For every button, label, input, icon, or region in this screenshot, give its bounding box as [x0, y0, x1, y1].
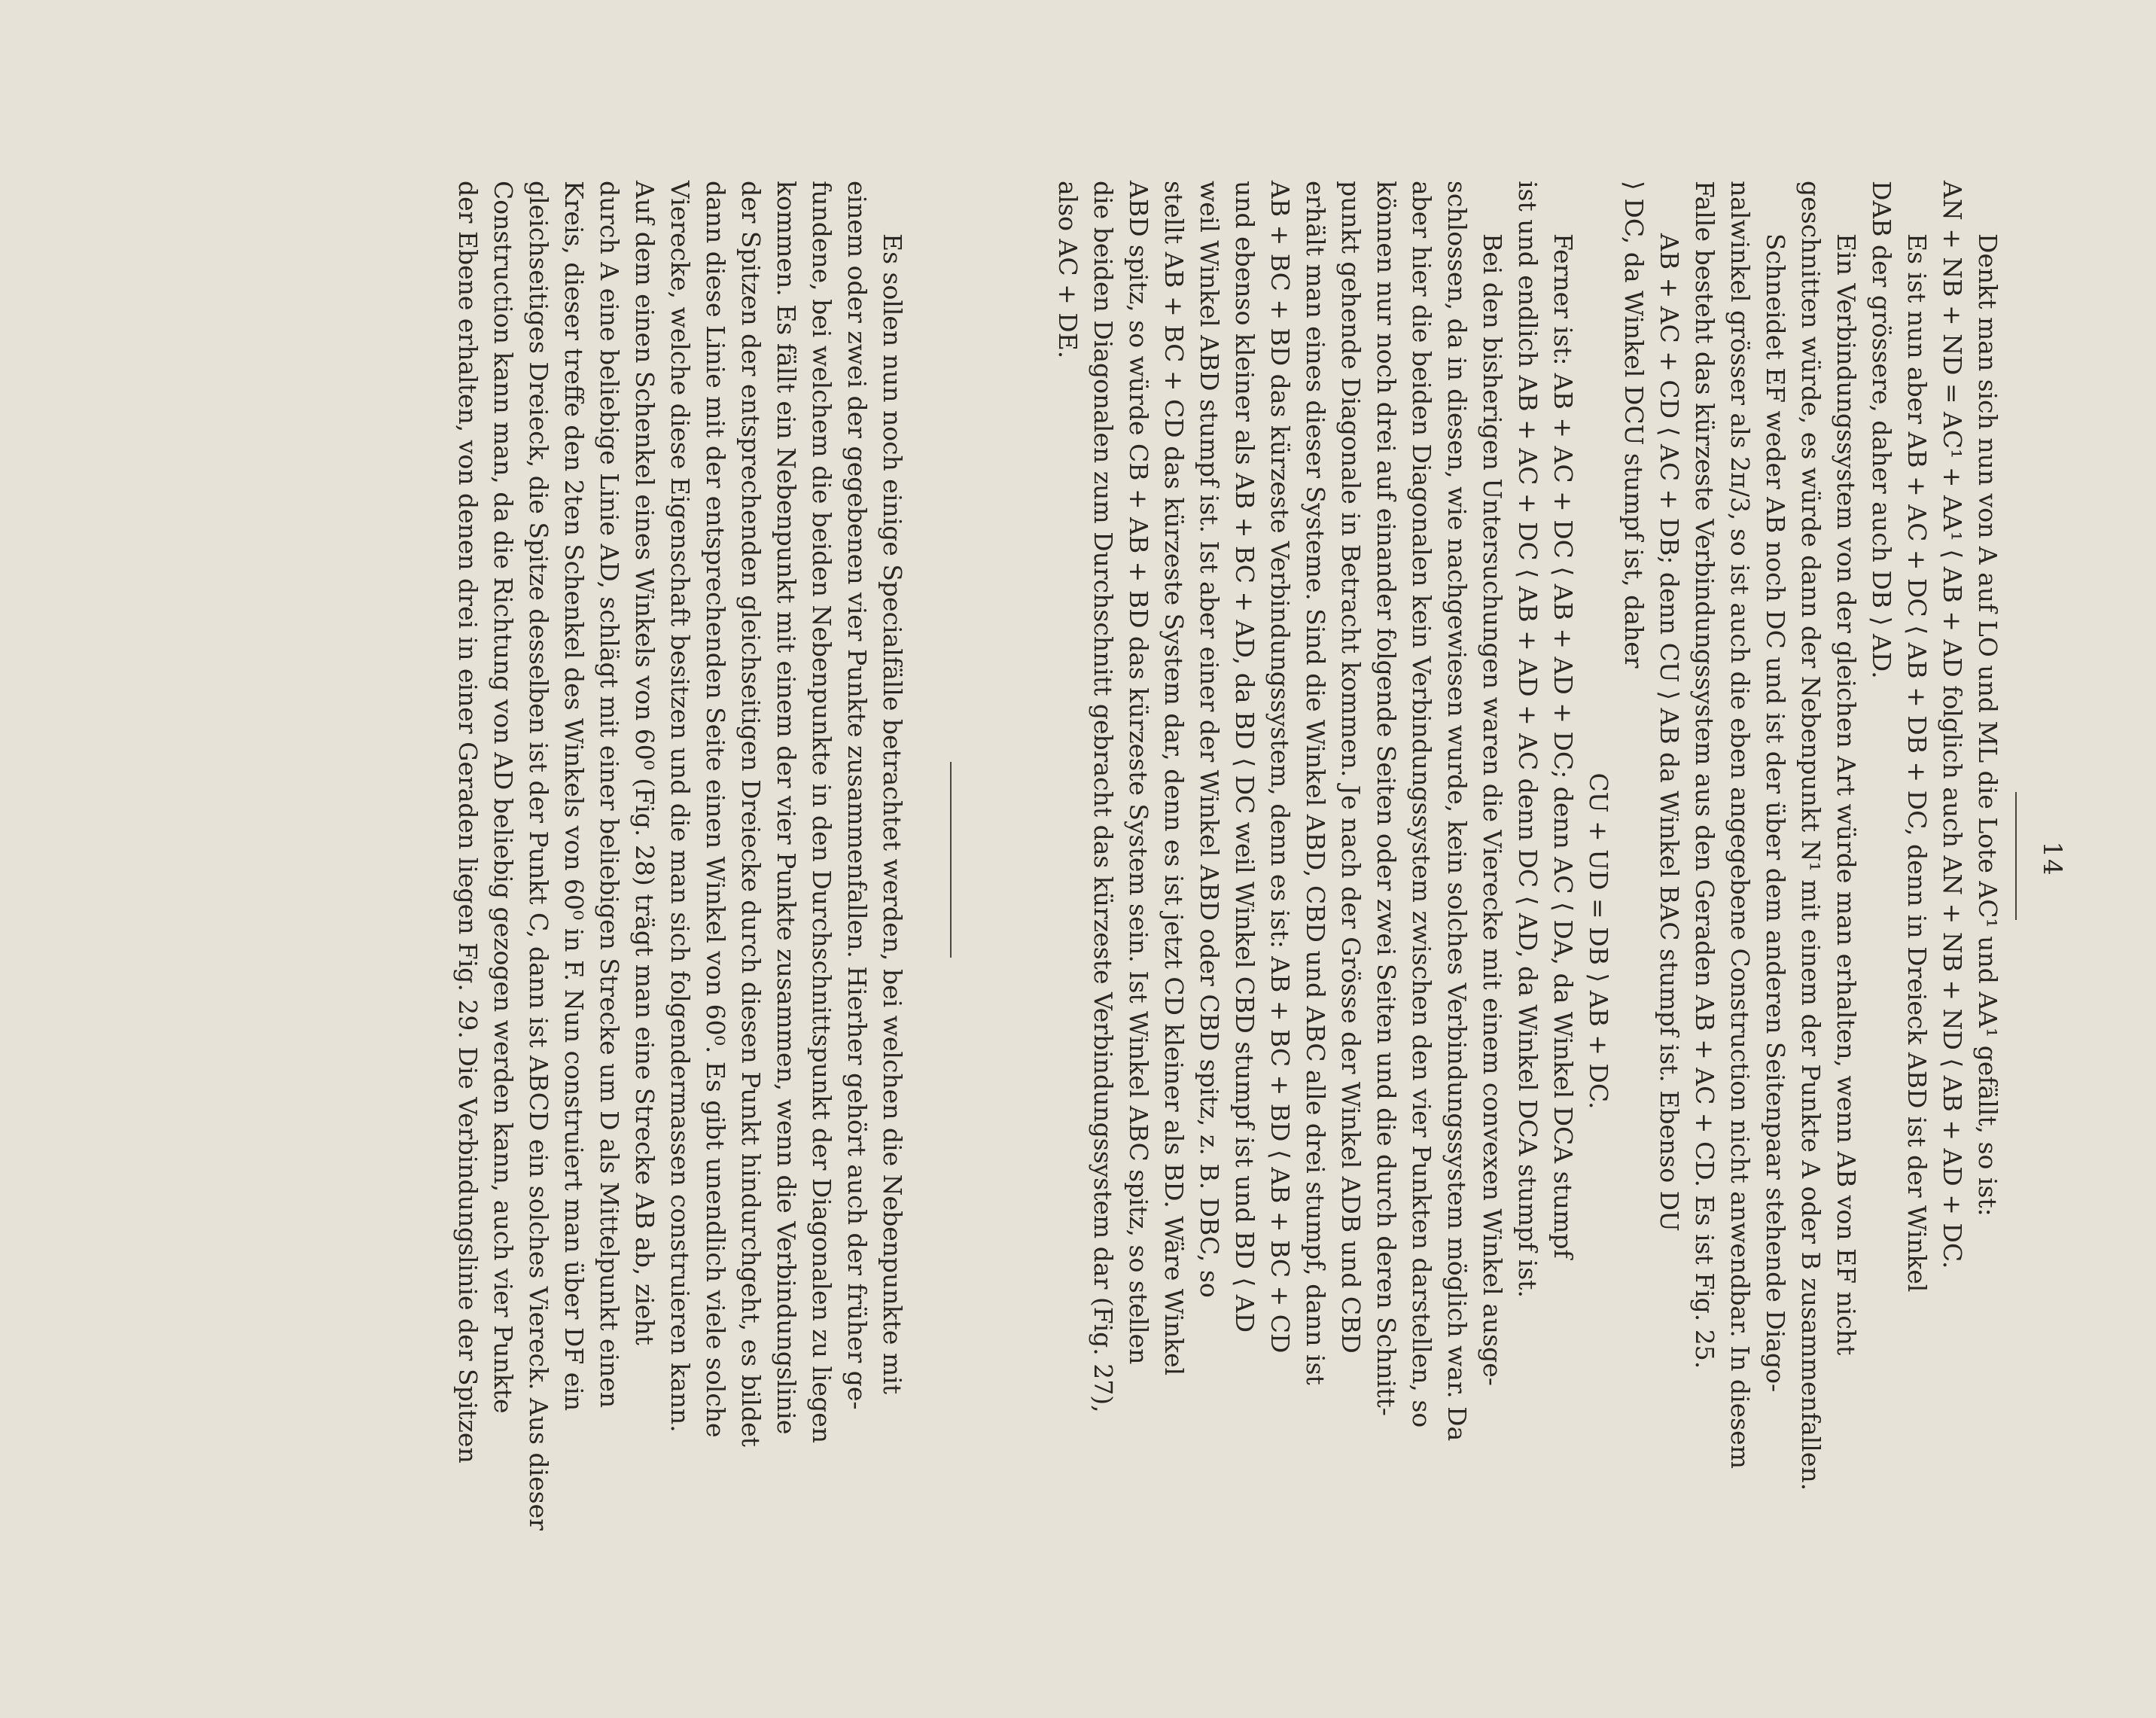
text-line: erhält man eines dieser Systeme. Sind die Winkel ABD, CBD und ABC alle drei stumpf, dann ist [1301, 181, 1330, 1385]
text-line: Es ist nun aber AB + AC + DC ⟨ AB + DB + DC, denn in Dreieck ABD ist der Winkel [1902, 233, 1932, 1293]
text-line: Denkt man sich nun von A auf LO und ML die Lote AC¹ und AA¹ gefällt, so ist: [1973, 233, 2002, 1217]
text-line: Kreis, dieser treffe den 2ten Schenkel des Winkels von 60⁰ in F. Nun construiert man über DF ein [559, 181, 589, 1412]
text-line: Falle besteht das kürzeste Verbindungssystem aus den Geraden AB + AC + CD. Es ist Fig. 25. [1690, 181, 1719, 1369]
text-line: ⟩ DC, da Winkel DCU stumpf ist, daher [1619, 181, 1649, 669]
text-line: durch A eine beliebige Linie AD, schlägt mit einer beliebigen Strecke um D als Mittelpunkt einen [595, 181, 624, 1409]
text-line: gleichseitiges Dreieck, die Spitze desselben ist der Punkt C, dann ist ABCD ein solches Viereck. Aus dieser [524, 181, 553, 1531]
text-line: einem oder zwei der gegebenen vier Punkte zusammenfallen. Hierher gehört auch der früher ge- [842, 181, 872, 1410]
text-line: aber hier die beiden Diagonalen kein Verbindungssystem zwischen den vier Punkten darstellen, so [1407, 181, 1436, 1428]
text-line: ist und endlich AB + AC + DC ⟨ AB + AD + AC denn DC ⟨ AD, da Winkel DCA stumpf ist. [1513, 181, 1542, 1298]
text-line: AB + AC + CD ⟨ AC + DB; denn CU ⟩ AB da Winkel BAC stumpf ist. Ebenso DU [1655, 233, 1684, 1232]
text-line: dann diese Linie mit der entsprechenden Seite einen Winkel von 60⁰. Es gibt unendlich viele solche [701, 181, 730, 1438]
text-line: Ein Verbindungssystem von der gleichen Art würde man erhalten, wenn AB von EF nicht [1832, 233, 1861, 1356]
text-section-one [1050, 181, 2005, 1701]
text-line: Es sollen nun noch einige Specialfälle betrachtet werden, bei welchen die Nebenpunkte mit [878, 233, 907, 1395]
text-line: punkt gehende Diagonale in Betracht kommen. Je nach der Grösse der Winkel ADB und CBD [1336, 181, 1366, 1354]
text-line: Vierecke, welche diese Eigenschaft besitzen und die man sich folgendermassen construieren kann. [665, 181, 695, 1433]
text-line: AB + BC + BD das kürzeste Verbindungssystem, denn es ist: AB + BC + BD ⟨ AB + BC + CD [1265, 181, 1295, 1354]
text-line: DAB der grössere, daher auch DB ⟩ AD. [1867, 181, 1896, 679]
text-line: nalwinkel grösser als 2π/3, so ist auch die eben angegebene Construction nicht anwendbar. In diesem [1725, 181, 1755, 1469]
text-line: fundene, bei welchem die beiden Nebenpunkte in den Durchschnittspunkt der Diagonalen zu liegen [807, 181, 836, 1443]
text-line: der Ebene erhalten, von denen drei in einer Geraden liegen Fig. 29. Die Verbindungslinie der Spitzen [453, 181, 483, 1464]
text-line: Construction kann man, da die Richtung von AD beliebig gezogen werden kann, auch vier Punkte [489, 181, 518, 1414]
text-section-two [450, 181, 910, 1701]
text-line: können nur noch drei auf einander folgende Seiten oder zwei Seiten und die durch deren Schnitt- [1372, 181, 1401, 1416]
text-line: stellt AB + BC + CD das kürzeste System dar, denn es ist jetzt CD kleiner als BD. Wäre Winkel [1159, 181, 1189, 1376]
text-line: der Spitzen der entsprechenden gleichseitigen Dreiecke durch diesen Punkt hindurchgeht, es bildet [736, 181, 766, 1447]
text-line: Ferner ist: AB + AC + DC ⟨ AB + AD + DC; denn AC ⟨ DA, da Winkel DCA stumpf [1548, 233, 1578, 1259]
text-line: die beiden Diagonalen zum Durchschnitt gebracht das kürzeste Verbindungssystem dar (Fig. 27), [1089, 181, 1118, 1413]
header-rule [2015, 792, 2017, 920]
text-line: Bei den bisherigen Untersuchungen waren die Vierecke mit einem convexen Winkel ausge- [1478, 233, 1507, 1386]
text-line: Auf dem einen Schenkel eines Winkels von 60⁰ (Fig. 28) trägt man eine Strecke AB ab, zieht [630, 181, 659, 1345]
page-number: 14 [2037, 841, 2067, 877]
text-line: und ebenso kleiner als AB + BC + AD, da BD ⟨ DC weil Winkel CBD stumpf ist und BD ⟨ AD [1230, 181, 1259, 1333]
text-line: weil Winkel ABD stumpf ist. Ist aber einer der Winkel ABD oder CBD spitz, z. B. DBC, so [1195, 181, 1224, 1298]
text-line: ABD spitz, so würde CB + AB + BD das kürzeste System sein. Ist Winkel ABC spitz, so stellen [1124, 181, 1153, 1365]
section-separator [950, 762, 952, 958]
text-line: also AC + DE. [1053, 181, 1083, 359]
text-line: CU + UD = DB ⟩ AB + DC. [1584, 772, 1613, 1110]
text-line: schlossen, da in diesen, wie nachgewiesen wurde, kein solches Verbindungssystem möglich war. Da [1442, 181, 1472, 1442]
text-line: kommen. Es fällt ein Nebenpunkt mit einem der vier Punkte zusammen, wenn die Verbindungslinie [772, 181, 801, 1435]
text-line: AN + NB + ND = AC¹ + AA¹ ⟨ AB + AD folglich auch AN + NB + ND ⟨ AB + AD + DC. [1938, 181, 1967, 1269]
text-line: Schneidet EF weder AB noch DC und ist der über dem anderen Seitenpaar stehende Diago- [1761, 233, 1790, 1393]
text-line: geschnitten würde, es würde dann der Nebenpunkt N¹ mit einem der Punkte A oder B zusammenfallen. [1796, 181, 1826, 1491]
